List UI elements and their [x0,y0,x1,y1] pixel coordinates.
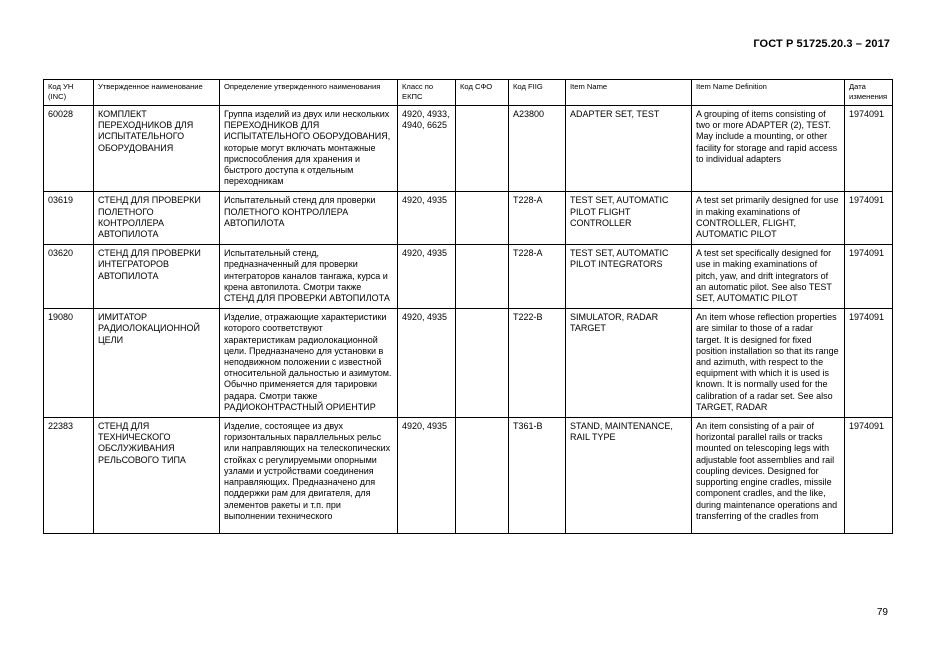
cell-class: 4920, 4935 [398,418,456,534]
cell-definition [220,418,398,534]
cell-sfo [456,245,509,309]
column-header-class: Класс по ЕКПС [398,80,456,106]
cell-date: 1974091 [845,418,893,534]
cell-class: 4920, 4935 [398,192,456,245]
cell-name: СТЕНД ДЛЯ ПРОВЕРКИ ИНТЕГРАТОРОВ АВТОПИЛОТА [94,245,220,309]
column-header-item-name: Item Name [566,80,692,106]
cell-class: 4920, 4935 [398,245,456,309]
cell-item-definition: A test set specifically designed for use in making examinations of pitch, yaw, and drift integrators of an automatic pilot. See also TEST SET, AUTOMATIC PILOT [692,245,845,309]
table-row [44,418,893,534]
cell-code: 03619 [44,192,94,245]
column-header-code: Код УН (INC) [44,80,94,106]
cell-code: 22383 [44,418,94,534]
cell-item-definition [692,418,845,534]
cell-fiig: T222-B [509,309,566,418]
table-row [44,245,893,309]
cell-item-name: STAND, MAINTENANCE, RAIL TYPE [566,418,692,534]
column-header-date: Дата изменения [845,80,893,106]
cell-date: 1974091 [845,192,893,245]
column-header-fiig: Код FIIG [509,80,566,106]
cell-item-definition-text: An item consisting of a pair of horizontal parallel rails or tracks mounted on telescoping legs with adjustable foot assemblies and rail coupling devices. Designed for supporting engine cradles, missile component cradles, and the like, during maintenance operations and transferring of the cradles from [696,421,838,521]
cell-code: 60028 [44,106,94,192]
cell-sfo [456,106,509,192]
document-header: ГОСТ Р 51725.20.3 – 2017 [753,38,890,50]
cell-fiig: T361-B [509,418,566,534]
cell-definition: Испытательный стенд, предназначенный для проверки интеграторов каналов тангажа, курса и крена автопилота. Смотри также СТЕНД ДЛЯ ПРОВЕРКИ АВТОПИЛОТА [220,245,398,309]
cell-name: СТЕНД ДЛЯ ПРОВЕРКИ ПОЛЕТНОГО КОНТРОЛЛЕРА АВТОПИЛОТА [94,192,220,245]
table-row [44,106,893,192]
cell-sfo [456,309,509,418]
cell-definition-text: Изделие, состоящее из двух горизонтальных параллельных рельс или направляющих на телескопических стойках с регулируемыми опорными узлами и устройствами соединения направляющих. Предназначено для поддержки рам для двигателя, для элементов ракеты и т.п. при выполнении технического [224,421,391,521]
cell-date: 1974091 [845,309,893,418]
column-header-definition: Определение утвержденного наименования [220,80,398,106]
cell-name: ИМИТАТОР РАДИОЛОКАЦИОННОЙ ЦЕЛИ [94,309,220,418]
column-header-item-definition: Item Name Definition [692,80,845,106]
cell-definition: Группа изделий из двух или нескольких ПЕРЕХОДНИКОВ ДЛЯ ИСПЫТАТЕЛЬНОГО ОБОРУДОВАНИЯ, которые могут включать монтажные приспособления для хранения и быстрого доступа к отдельным переходникам [220,106,398,192]
cell-item-name: SIMULATOR, RADAR TARGET [566,309,692,418]
cell-sfo [456,418,509,534]
cell-item-definition: An item whose reflection properties are similar to those of a radar target. It is designed for fixed position installation so that its range and azimuth, with respect to the equipment with which it is used is known. It is normally used for the calibration of a radar set. See also TARGET, RADAR [692,309,845,418]
cell-item-name: TEST SET, AUTOMATIC PILOT INTEGRATORS [566,245,692,309]
column-header-sfo: Код СФО [456,80,509,106]
cell-fiig: A23800 [509,106,566,192]
gost-classification-table [43,79,893,534]
cell-sfo [456,192,509,245]
cell-code: 19080 [44,309,94,418]
cell-definition: Изделие, отражающие характеристики которого соответствуют характеристикам радиолокационной цели. Предназначено для установки в неподвижном положении с известной относительной дальностью и азимутом. Обычно применяется для тарировки радара. Смотри также РАДИОКОНТРАСТНЫЙ ОРИЕНТИР [220,309,398,418]
page-number: 79 [876,607,888,618]
cell-fiig: T228-A [509,192,566,245]
table-row [44,309,893,418]
cell-definition: Испытательный стенд для проверки ПОЛЕТНОГО КОНТРОЛЛЕРА АВТОПИЛОТА [220,192,398,245]
cell-code: 03620 [44,245,94,309]
cell-item-name: ADAPTER SET, TEST [566,106,692,192]
cell-name: КОМПЛЕКТ ПЕРЕХОДНИКОВ ДЛЯ ИСПЫТАТЕЛЬНОГО ОБОРУДОВАНИЯ [94,106,220,192]
cell-fiig: T228-A [509,245,566,309]
cell-name: СТЕНД ДЛЯ ТЕХНИЧЕСКОГО ОБСЛУЖИВАНИЯ РЕЛЬСОВОГО ТИПА [94,418,220,534]
column-header-name: Утвержденное наименование [94,80,220,106]
cell-item-definition: A grouping of items consisting of two or more ADAPTER (2), TEST. May include a mounting, or other facility for storage and rapid access to individual adapters [692,106,845,192]
cell-date: 1974091 [845,245,893,309]
cell-item-definition: A test set primarily designed for use in making examinations of CONTROLLER, FLIGHT, AUTOMATIC PILOT [692,192,845,245]
table-row [44,192,893,245]
cell-class: 4920, 4935 [398,309,456,418]
cell-date: 1974091 [845,106,893,192]
table-header-row [44,80,893,106]
cell-item-name: TEST SET, AUTOMATIC PILOT FLIGHT CONTROLLER [566,192,692,245]
cell-class: 4920, 4933, 4940, 6625 [398,106,456,192]
